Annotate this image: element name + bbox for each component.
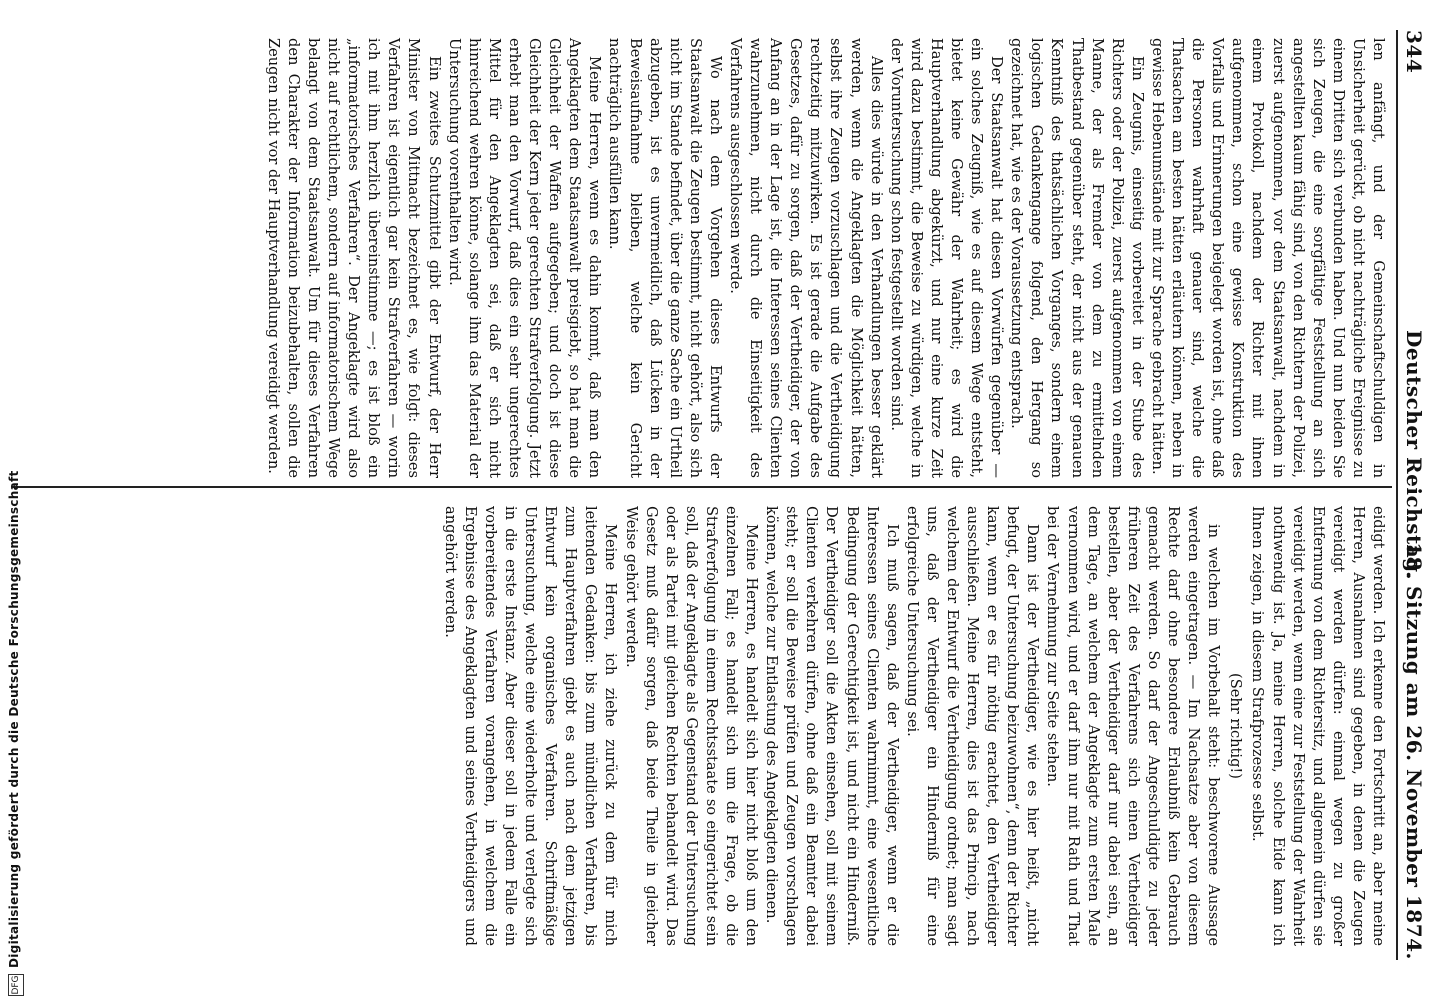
session-date: 18. Sitzung am 26. November 1874. (1402, 542, 1426, 960)
paragraph: Ein zweites Schutzmittel gibt der Entwurf, der Herr Minister von Mittnacht bezeichnet es, wie folgt: dieses Verfahren ist eigentlich gar kein Strafverfahren — worin ich mit ihm herzlich übereinstimme —; es ist bloß ein „informatorisches Verfahren“. Der Angeklagte wird also nicht auf rechtlichem, sondern auf informatorischem Wege belangt von dem Staatsanwalt. Um für dieses Verfahren den Charakter der Information beizubehalten, sollen die Zeugen nicht vor der Hauptverhandlung vereidigt werden. (264, 38, 443, 478)
paragraph: Meine Herren, es handelt sich hier nicht bloß um den einzelnen Fall; es handelt sich um die Frage, ob die Strafverfolgung in einem Rechtsstaate so eingerichtet sein soll, daß der Angeklagte als Gegenstand der Untersuchung oder als Partei mit gleichen Rechten behandelt wird. Das Gesetz muß dafür sorgen, daß beide Theile in gleicher Weise gehört werden. (622, 506, 761, 946)
credit-text: Digitalisierung gefördert durch die Deutsche Forschungsgemeinschaft (7, 470, 21, 968)
paragraph: (Sehr richtig!) (1227, 673, 1245, 779)
paragraph: eidigt werden. Ich erkenne den Fortschritt an, aber meine Herren, Ausnahmen sind gegeben, in denen die Zeugen vereidigt werden dürfen: einmal wegen zu großer Entfernung von dem Richtersitz, und allgemein dürfen sie vereidigt werden, wenn eine zur Feststellung der Wahrheit nothwendig ist. Ja, meine Herren, solche Eide kann ich Ihnen zeigen, in diesem Strafprozesse selbst. (1249, 506, 1387, 946)
paragraph: Ich muß sagen, daß der Vertheidiger, wenn er die Interessen seines Clienten wahrnimmt, eine wesentliche Bedingung der Gerechtigkeit ist, und nicht ein Hinderniß. Der Vertheidiger soll die Akten einsehen, soll mit seinem Clienten verkehren dürfen, ohne daß ein Beamter dabei steht; er soll die Beweise prüfen und Zeugen vorschlagen können, welche zur Entlastung des Angeklagten dienen. (763, 506, 901, 946)
right-column (440, 506, 1388, 946)
digitization-credit (0, 0, 30, 1000)
paragraph: len anfängt, und der Gemeinschaftschuldigen in Unsicherheit gerückt, ob nicht nachträgliche Ereignisse zu einem Dritten sich verbunden haben. Und nun beiden Sie sich Zeugen, die eine sorgfältige Feststellung an sich angestellten kaum fähig sind, von den Richtern der Polizei, zuerst aufgenommen, vor dem Staatsanwalt, nachdem in einem Protokoll, nachdem der Richter mit ihnen aufgenommen, schon eine gewisse Konstruktion des Vorfalls und Erinnerungen beigelegt worden ist, ohne daß die Personen wahrhaft genauer sind, welche die Thatsachen am besten hätten erläutern können, neben in gewisse Hebenumstände mit zur Sprache gebracht hätten. (1148, 38, 1387, 478)
paragraph: in welchen im Vorbehalt steht: beschworene Aussage werden eingetragen. — Im Nachsatze aber von diesem Rechte darf ohne besondere Erlaubniß kein Gebrauch gemacht werden. So darf der Angeschuldigte zu jeder früheren Zeit des Verfahrens sich einen Vertheidiger bestellen, aber der Vertheidiger darf nur dabei sein, an dem Tage, an welchem der Angeklagte zum ersten Male vernommen wird, und er darf ihm nur mit Rath und That bei der Vernehmung zur Seite stehen. (1044, 506, 1223, 946)
page-title: Deutscher Reichstag. (1402, 330, 1426, 581)
column-divider (12, 486, 1392, 488)
left-column (263, 38, 1388, 478)
paragraph: Meine Herren, wenn es dahin kommt, daß man den Angeklagten dem Staatsanwalt preisgiebt, so hat man die Gleichheit der Waffen aufgegeben; und doch ist diese Gleichheit der Kern jeder gerechten Strafverfolgung. Jetzt erhebt man den Vorwurf, daß dies ein sehr ungerechtes Mittel für den Angeklagten sei, daß er sich nicht hinreichend wehren könne, solange ihm das Material der Untersuchung vorenthalten wird. (445, 38, 604, 478)
paragraph: Meine Herren, ich ziehe zurück zu dem für mich leitenden Gedanken: bis zum mündlichen Verfahren, bis zum Hauptverfahren giebt es auch nach dem jetzigen Entwurf kein organisches Verfahren. Schriftmäßige Untersuchung, welche eine wiederholte und verlegte sich in die erste Instanz. Aber dieser soll in jedem Falle ein vorbereitendes Verfahren vorangehen, in welchem die Ergebnisse des Angeklagten und seines Vertheidigers und angehört werden. (441, 506, 620, 946)
paragraph: Dann ist der Vertheidiger, wie es hier heißt, „nicht befugt, der Untersuchung beizuwohnen“, denn der Richter kann, wenn er es für nöthig erachtet, den Vertheidiger ausschließen. Meine Herren, dies ist das Princip, nach welchem der Entwurf die Vertheidigung ordnet; man sagt uns, daß der Vertheidiger ein Hinderniß für eine erfolgreiche Untersuchung sei. (903, 506, 1042, 946)
dfg-logo: DFG (8, 974, 24, 996)
paragraph: Alles dies würde in den Verhandlungen besser geklärt werden, wenn die Angeklagten die Möglichkeit hätten, selbst ihre Zeugen vorzuschlagen und die Vertheidigung rechtzeitig mitzuwirken. Es ist gerade die Aufgabe des Gesetzes, dafür zu sorgen, daß der Vertheidiger, der von Anfang an in der Lage ist, die Interessen seines Clienten wahrzunehmen, nicht durch die Einseitigkeit des Verfahrens ausgeschlossen werde. (727, 38, 885, 478)
header-rule (1396, 30, 1398, 960)
paragraph: Ein Zeugnis, einseitig vorbereitet in der Stube des Richters oder der Polizei, zuerst aufgenommen von einem Manne, der als Fremder von dem zu ermittelnden Thatbestand gegenüber steht, der nicht aus der genauen Kenntniß des thatsächlichen Vorganges, sondern einem logischen Gedankengange folgend, den Hergang so gezeichnet hat, wie es der Voraussetzung entsprach. (1008, 38, 1146, 478)
page-header (1398, 30, 1432, 960)
page-number: 344 (1402, 30, 1426, 74)
paragraph: Wo nach dem Vorgehen dieses Entwurfs der Staatsanwalt die Zeugen bestimmt, nicht gehört, also sich nicht im Stande befindet, über die ganze Sache ein Urtheil abzugeben, ist es unvermeidlich, daß Lücken in der Beweisaufnahme bleiben, welche kein Gericht nachträglich ausfüllen kann. (606, 38, 724, 478)
paragraph: Der Staatsanwalt hat diesen Vorwürfen gegenüber — ein solches Zeugniß, wie es auf diesem Wege entsteht, bietet keine Gewähr der Wahrheit; es wird die Hauptverhandlung abgekürzt, und nur eine kurze Zeit wird dazu bestimmt, die Beweise zu würdigen, welche in der Voruntersuchung schon festgestellt worden sind. (887, 38, 1006, 478)
